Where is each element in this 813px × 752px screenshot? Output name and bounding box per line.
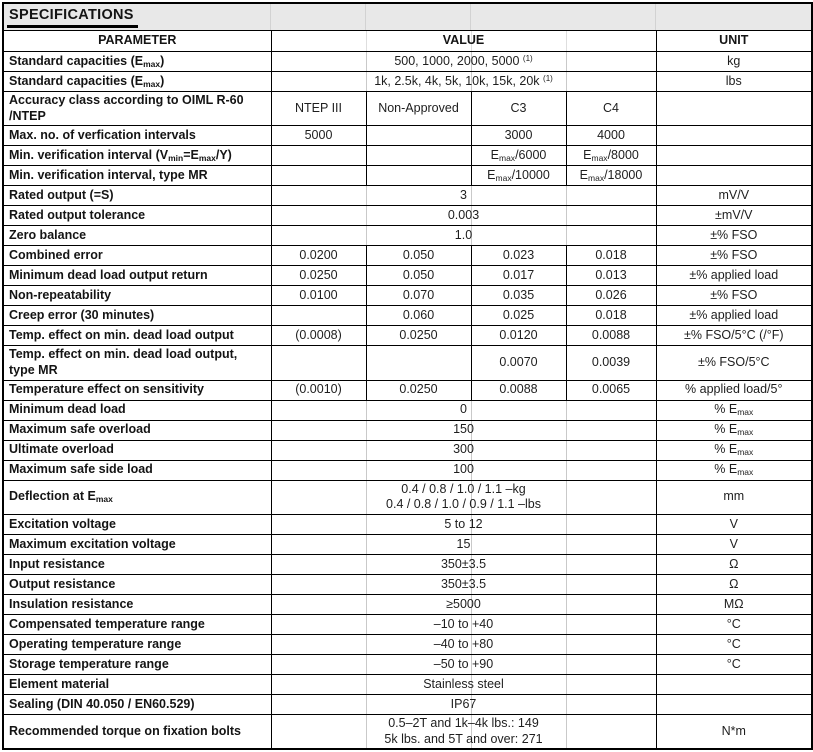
- unit-cell: °C: [656, 614, 812, 634]
- value-cell: 150: [271, 420, 656, 440]
- value-cell: 0.003: [271, 206, 656, 226]
- spec-row: [3, 480, 812, 514]
- value-cell: $E_{max}/10000$: [471, 166, 566, 186]
- value-cell: NTEP III: [271, 92, 366, 126]
- value-cell: [271, 306, 366, 326]
- unit-cell: °C: [656, 634, 812, 654]
- unit-cell: kg: [656, 52, 812, 72]
- value-cell: 0.060: [366, 306, 471, 326]
- spec-rows-body: [3, 52, 812, 750]
- spec-row: [3, 246, 812, 266]
- value-cell: 350±3.5: [271, 574, 656, 594]
- parameter-cell: Insulation resistance: [3, 594, 271, 614]
- unit-cell: % $E_{max}$: [656, 400, 812, 420]
- unit-cell: % $E_{max}$: [656, 440, 812, 460]
- parameter-cell: Storage temperature range: [3, 654, 271, 674]
- spec-row: [3, 186, 812, 206]
- unit-cell: V: [656, 514, 812, 534]
- parameter-cell: Min. verification interval, type MR: [3, 166, 271, 186]
- spec-row: [3, 92, 812, 126]
- spec-row: [3, 400, 812, 420]
- spec-row: [3, 346, 812, 380]
- spec-row: [3, 266, 812, 286]
- value-cell: C3: [471, 92, 566, 126]
- value-cell: 0.5–2T and 1k–4k lbs.: 149 5k lbs. and 5T and over: 271: [271, 714, 656, 749]
- spec-row: [3, 72, 812, 92]
- parameter-cell: Non-repeatability: [3, 286, 271, 306]
- value-cell: (0.0008): [271, 326, 366, 346]
- parameter-cell: Output resistance: [3, 574, 271, 594]
- value-cell: 0.0250: [271, 266, 366, 286]
- value-cell: 0.0120: [471, 326, 566, 346]
- value-cell: 5 to 12: [271, 514, 656, 534]
- value-cell: 15: [271, 534, 656, 554]
- value-cell: [271, 346, 366, 380]
- unit-cell: V: [656, 534, 812, 554]
- column-header-unit: UNIT: [656, 31, 812, 52]
- unit-cell: ±mV/V: [656, 206, 812, 226]
- value-cell: 0.025: [471, 306, 566, 326]
- spec-row: [3, 146, 812, 166]
- value-cell: 0.0039: [566, 346, 656, 380]
- spec-row: [3, 226, 812, 246]
- value-cell: 0.0100: [271, 286, 366, 306]
- value-cell: 0.017: [471, 266, 566, 286]
- value-cell: 0.0070: [471, 346, 566, 380]
- value-cell: [366, 146, 471, 166]
- value-cell: 0.070: [366, 286, 471, 306]
- value-cell: 0.026: [566, 286, 656, 306]
- page-title: SPECIFICATIONS: [7, 6, 138, 28]
- value-cell: 0.0250: [366, 326, 471, 346]
- parameter-cell: Minimum dead load output return: [3, 266, 271, 286]
- unit-cell: ±% applied load: [656, 306, 812, 326]
- parameter-cell: Maximum safe side load: [3, 460, 271, 480]
- value-cell: 3000: [471, 126, 566, 146]
- spec-row: [3, 440, 812, 460]
- parameter-cell: Input resistance: [3, 554, 271, 574]
- value-cell: 0.0250: [366, 380, 471, 400]
- value-cell: 300: [271, 440, 656, 460]
- parameter-cell: Min. verification interval $(V_{min}=E_{max}/Y)$: [3, 146, 271, 166]
- value-cell: 0.023: [471, 246, 566, 266]
- unit-cell: % applied load/5°: [656, 380, 812, 400]
- parameter-cell: Standard capacities $(E_{max})$: [3, 72, 271, 92]
- unit-cell: ±% FSO/5°C: [656, 346, 812, 380]
- unit-cell: MΩ: [656, 594, 812, 614]
- spec-row: [3, 326, 812, 346]
- spec-row: [3, 674, 812, 694]
- unit-cell: % $E_{max}$: [656, 420, 812, 440]
- value-cell: 0.018: [566, 246, 656, 266]
- unit-cell: °C: [656, 654, 812, 674]
- value-cell: [366, 166, 471, 186]
- value-cell: $E_{max}/8000$: [566, 146, 656, 166]
- value-cell: 100: [271, 460, 656, 480]
- value-cell: 0.018: [566, 306, 656, 326]
- value-cell: 0: [271, 400, 656, 420]
- unit-cell: Ω: [656, 554, 812, 574]
- unit-cell: ±% FSO: [656, 226, 812, 246]
- value-cell: 350±3.5: [271, 554, 656, 574]
- unit-cell: mm: [656, 480, 812, 514]
- value-cell: 0.050: [366, 246, 471, 266]
- spec-row: [3, 534, 812, 554]
- unit-cell: [656, 146, 812, 166]
- value-cell: –40 to +80: [271, 634, 656, 654]
- spec-row: [3, 514, 812, 534]
- parameter-cell: Minimum dead load: [3, 400, 271, 420]
- parameter-cell: Recommended torque on fixation bolts: [3, 714, 271, 749]
- spec-row: [3, 460, 812, 480]
- unit-cell: [656, 694, 812, 714]
- spec-row: [3, 634, 812, 654]
- parameter-cell: Compensated temperature range: [3, 614, 271, 634]
- parameter-cell: Zero balance: [3, 226, 271, 246]
- spec-row: [3, 420, 812, 440]
- specifications-table: [2, 2, 813, 750]
- spec-row: [3, 694, 812, 714]
- unit-cell: ±% applied load: [656, 266, 812, 286]
- unit-cell: lbs: [656, 72, 812, 92]
- value-cell: [271, 146, 366, 166]
- spec-row: [3, 306, 812, 326]
- unit-cell: N*m: [656, 714, 812, 749]
- spec-row: [3, 614, 812, 634]
- spec-row: [3, 380, 812, 400]
- column-header-row: [3, 31, 812, 52]
- title-row: [3, 3, 812, 31]
- spec-row: [3, 654, 812, 674]
- unit-cell: % $E_{max}$: [656, 460, 812, 480]
- spec-row: [3, 594, 812, 614]
- parameter-cell: Temperature effect on sensitivity: [3, 380, 271, 400]
- value-cell: [366, 346, 471, 380]
- spec-row: [3, 574, 812, 594]
- parameter-cell: Maximum excitation voltage: [3, 534, 271, 554]
- value-cell: 1.0: [271, 226, 656, 246]
- spec-row: [3, 52, 812, 72]
- parameter-cell: Accuracy class according to OIML R-60 /NTEP: [3, 92, 271, 126]
- value-cell: 0.013: [566, 266, 656, 286]
- value-cell: [271, 166, 366, 186]
- unit-cell: ±% FSO/5°C (/°F): [656, 326, 812, 346]
- title-bar: [3, 3, 812, 31]
- spec-row: [3, 554, 812, 574]
- spec-row: [3, 206, 812, 226]
- value-cell: [366, 126, 471, 146]
- unit-cell: [656, 166, 812, 186]
- value-cell: C4: [566, 92, 656, 126]
- unit-cell: ±% FSO: [656, 286, 812, 306]
- value-cell: 4000: [566, 126, 656, 146]
- value-cell: 5000: [271, 126, 366, 146]
- value-cell: (0.0010): [271, 380, 366, 400]
- value-cell: IP67: [271, 694, 656, 714]
- parameter-cell: Deflection at $E_{max}$: [3, 480, 271, 514]
- value-cell: 0.4 / 0.8 / 1.0 / 1.1 –kg 0.4 / 0.8 / 1.0 / 0.9 / 1.1 –lbs: [271, 480, 656, 514]
- value-cell: $E_{max}/18000$: [566, 166, 656, 186]
- parameter-cell: Sealing (DIN 40.050 / EN60.529): [3, 694, 271, 714]
- value-cell: 0.0088: [566, 326, 656, 346]
- parameter-cell: Element material: [3, 674, 271, 694]
- value-cell: –50 to +90: [271, 654, 656, 674]
- value-cell: Non-Approved: [366, 92, 471, 126]
- parameter-cell: Operating temperature range: [3, 634, 271, 654]
- value-cell: 0.050: [366, 266, 471, 286]
- parameter-cell: Rated output tolerance: [3, 206, 271, 226]
- parameter-cell: Maximum safe overload: [3, 420, 271, 440]
- unit-cell: Ω: [656, 574, 812, 594]
- spec-row: [3, 714, 812, 749]
- value-cell: 0.0065: [566, 380, 656, 400]
- unit-cell: [656, 674, 812, 694]
- value-cell: Stainless steel: [271, 674, 656, 694]
- value-cell: 500, 1000, 2000, 5000 $^{(1)}$: [271, 52, 656, 72]
- unit-cell: [656, 126, 812, 146]
- spec-row: [3, 166, 812, 186]
- parameter-cell: Excitation voltage: [3, 514, 271, 534]
- value-cell: 0.035: [471, 286, 566, 306]
- spec-row: [3, 126, 812, 146]
- unit-cell: mV/V: [656, 186, 812, 206]
- value-cell: 1k, 2.5k, 4k, 5k, 10k, 15k, 20k $^{(1)}$: [271, 72, 656, 92]
- parameter-cell: Standard capacities $(E_{max})$: [3, 52, 271, 72]
- parameter-cell: Creep error (30 minutes): [3, 306, 271, 326]
- spec-row: [3, 286, 812, 306]
- parameter-cell: Combined error: [3, 246, 271, 266]
- parameter-cell: Rated output (=S): [3, 186, 271, 206]
- unit-cell: [656, 92, 812, 126]
- column-header-value: VALUE: [271, 31, 656, 52]
- value-cell: $E_{max}/6000$: [471, 146, 566, 166]
- parameter-cell: Ultimate overload: [3, 440, 271, 460]
- parameter-cell: Temp. effect on min. dead load output, type MR: [3, 346, 271, 380]
- parameter-cell: Temp. effect on min. dead load output: [3, 326, 271, 346]
- column-header-parameter: PARAMETER: [3, 31, 271, 52]
- value-cell: 0.0200: [271, 246, 366, 266]
- value-cell: 0.0088: [471, 380, 566, 400]
- parameter-cell: Max. no. of verfication intervals: [3, 126, 271, 146]
- value-cell: ≥5000: [271, 594, 656, 614]
- unit-cell: ±% FSO: [656, 246, 812, 266]
- value-cell: –10 to +40: [271, 614, 656, 634]
- value-cell: 3: [271, 186, 656, 206]
